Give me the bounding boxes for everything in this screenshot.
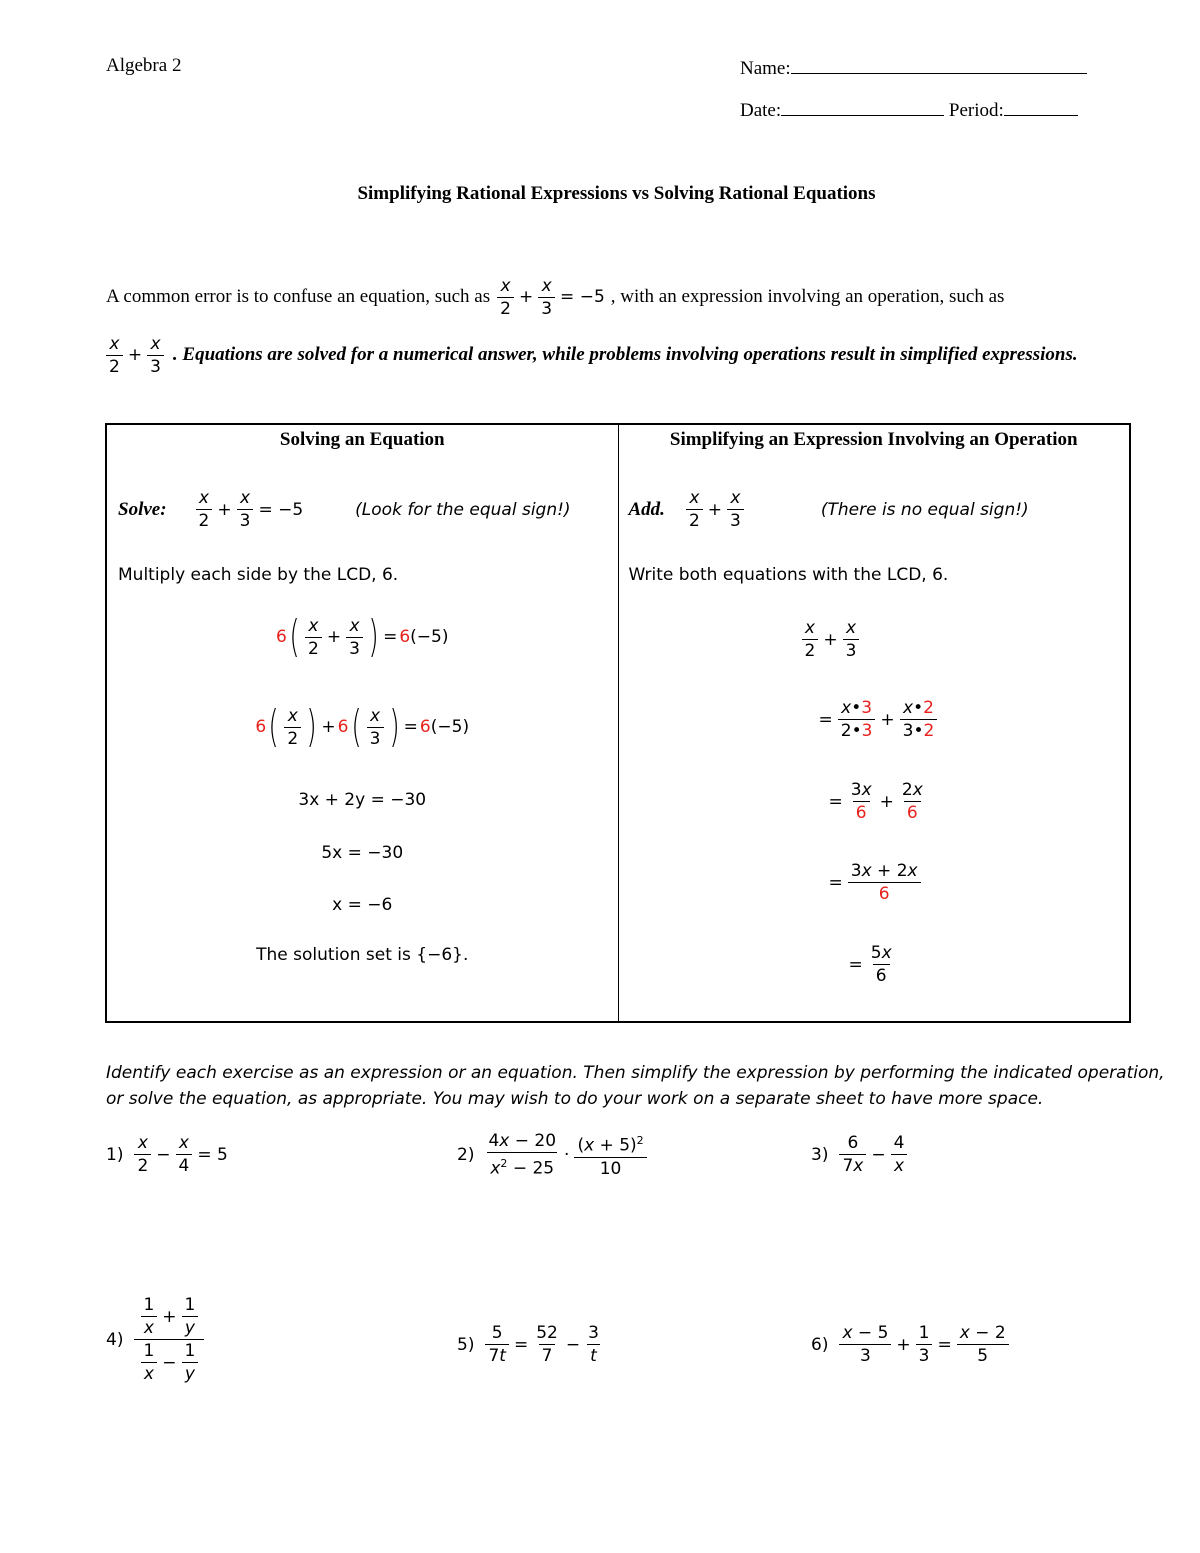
date-line [781,97,944,116]
exercise-5: 5) $\frac{5}{7t}$ = $\frac{52}{7}$ − $\frac{3}{t}$ [457,1323,599,1366]
exercise-5-number: 5) [457,1334,475,1355]
exercise-6-number: 6) [811,1334,829,1355]
add-note: (There is no equal sign!) [820,499,1029,520]
exercise-2: 2) 4x − 20 $x^2 - 25$ · $(x + 5)^2$ 10 [457,1132,650,1178]
add-expression: x 2 + $\frac{x}{3}$ [683,489,747,530]
date-period-field[interactable] [740,97,1078,122]
right-step1: Write both equations with the LCD, 6. [628,565,949,585]
right-heading: Simplifying an Expression Involving an Operation [669,429,1078,450]
rhs-value: (−5) [410,627,449,647]
intro-text-3: . Equations are solved for a numerical answer, while problems involving operations result in simplified expressions. [172,344,1078,365]
solve-row [118,489,571,530]
name-line [791,55,1087,74]
right-step4: = $\frac{3x}{6}$ + $\frac{2x}{6}$ [828,780,923,823]
solve-equation: x 2 + $\frac{x}{3}$ = −5 [193,489,306,530]
intro-text-2: , with an expression involving an operation, such as [610,286,1005,307]
left-step1: Multiply each side by the LCD, 6. [118,565,399,585]
left-eq-b: 5x = −30 [321,843,404,863]
right-step3: = $\frac{x•3}{2•3}$ + $\frac{x•2}{3•2}$ [817,699,941,740]
left-heading: Solving an Equation [279,429,445,450]
intro-paragraph [106,268,1106,384]
exercise-6: 6) x − 5 3 + $\frac{1}{3}$ = $\frac{x - 2}{5}$ [811,1324,1012,1365]
right-step2: x 2 + $\frac{x}{3}$ [799,619,863,660]
date-label: Date: [740,100,782,121]
intro-expression: x 2 + $\frac{x}{3}$ [106,326,167,384]
intro-equation: x 2 + $\frac{x}{3}$ = −5 [494,268,607,326]
solution-text: The solution set is {−6}. [256,945,469,965]
course-label: Algebra 2 [106,55,182,76]
right-step5: = $\frac{3x + 2x}{6}$ [827,862,924,903]
lcd-factor: 6 [276,627,287,647]
right-step6: = $\frac{5x}{6}$ [848,943,892,986]
intro-text-1: A common error is to confuse an equation, such as [106,286,491,307]
left-step2: 6 ( x 2 + $\frac{x}{3}$ ) = 6 (−5) [276,611,449,662]
exercise-3-number: 3) [811,1144,829,1165]
solve-label: Solve: [118,498,167,520]
left-eq-a: 3x + 2y = −30 [298,790,427,810]
left-step3: 6 ( x 2 ) + 6 ( x 3 ) = 6 (−5) [255,701,470,752]
exercise-1-number: 1) [106,1144,124,1165]
comparison-table [105,423,1131,1023]
add-label: Add. [628,498,665,520]
period-label: Period: [948,100,1004,121]
name-label: Name: [740,58,791,79]
exercise-4-number: 4) [106,1329,124,1350]
solve-note: (Look for the equal sign!) [355,499,571,520]
right-column [618,424,1130,1022]
left-column [106,424,618,1022]
name-field[interactable] [740,55,1087,80]
exercise-3: 3) 6 7x − $\frac{4}{x}$ [811,1134,910,1175]
exercise-4: 4) 1 x + $\frac{1}{y}$ 1 x − $\frac{1}{y}$ [106,1296,207,1383]
add-row [629,489,1029,530]
instructions: Identify each exercise as an expression or an equation. Then simplify the expression by performing the indicated operation, or solve the equation, as appropriate. You may wish to do your work on a separate sheet to have more space. [106,1063,1165,1109]
exercise-1: 1) x 2 − $\frac{x}{4}$ = 5 [106,1133,228,1176]
page-title: Simplifying Rational Expressions vs Solving Rational Equations [357,183,876,204]
left-eq-c: x = −6 [332,895,393,915]
exercise-2-number: 2) [457,1144,475,1165]
period-line [1004,97,1078,116]
